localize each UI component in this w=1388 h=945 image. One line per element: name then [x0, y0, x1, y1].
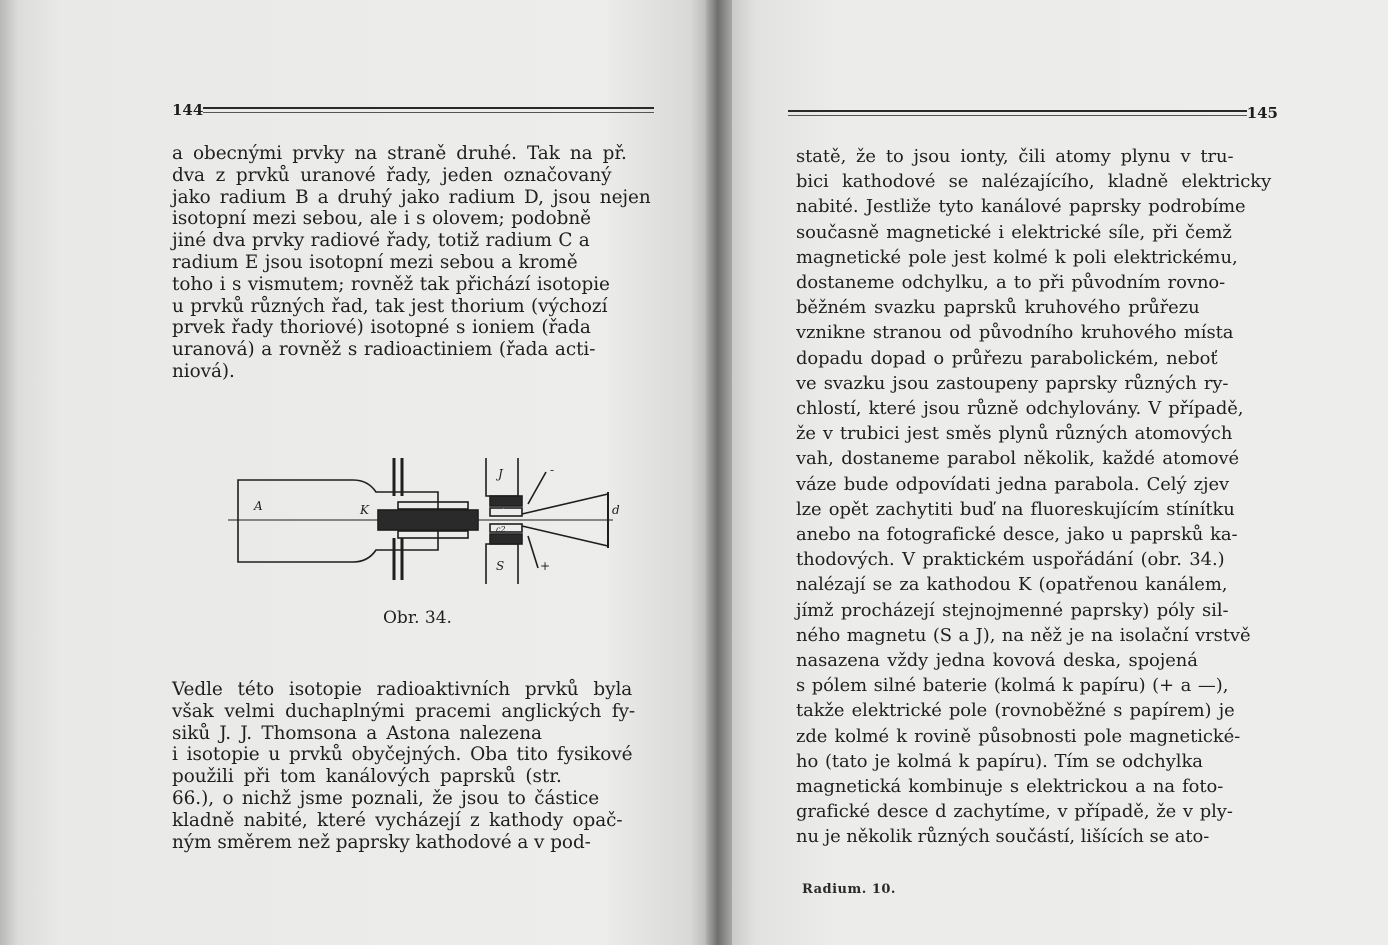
book-gutter — [706, 0, 732, 945]
text-line: statě, že to jsou ionty, čili atomy plynu v tru- — [796, 146, 1234, 167]
text-line: nalézají se za kathodou K (opatřenou kanálem, — [796, 574, 1228, 596]
fig-label-a: A — [254, 499, 263, 513]
fig-label-j: J — [498, 467, 503, 481]
text-line: u prvků různých řad, tak jest thorium (výchozí — [172, 295, 608, 317]
text-line: jiné dva prvky radiové řady, totiž radium C a — [172, 230, 590, 252]
text-line: prvek řady thoriové) isotopné s ioniem (řada — [172, 317, 591, 339]
text-line: použili při tom kanálových paprsků (str. — [172, 766, 562, 788]
left-paragraph-2 — [172, 679, 635, 853]
right-paragraph — [796, 144, 1271, 850]
text-line: jako radium B a druhý jako radium D, jsou nejen — [172, 186, 651, 208]
text-line: současně magnetické i elektrické síle, při čemž — [796, 221, 1232, 243]
text-line: toho i s vismutem; rovněž tak přichází isotopie — [172, 273, 610, 295]
text-line: běžném svazku paprsků kruhového průřezu — [796, 297, 1200, 319]
fig-label-d: d — [612, 503, 620, 517]
fig-label-c1: c1 — [496, 508, 506, 517]
text-line: isotopní mezi sebou, ale i s olovem; podobně — [172, 208, 591, 230]
left-paragraph-1 — [172, 143, 651, 383]
right-header-rule — [788, 110, 1247, 116]
right-page-header — [788, 104, 1278, 122]
text-line: radium E jsou isotopní mezi sebou a kromě — [172, 251, 578, 273]
text-line: 66.), o nichž jsme poznali, že jsou to částice — [172, 787, 600, 809]
right-page-footer: Radium. 10. — [802, 882, 896, 897]
text-line: nasazena vždy jedna kovová deska, spojená — [796, 650, 1198, 672]
left-page-number: 144 — [172, 101, 204, 119]
text-line: grafické desce d zachytíme, v případě, že v ply- — [796, 801, 1233, 823]
text-line: a obecnými prvky na straně druhé. Tak na př. — [172, 143, 627, 164]
right-page-number: 145 — [1246, 104, 1278, 122]
text-line: bici kathodové se nalézajícího, kladně elektricky — [796, 171, 1272, 193]
left-header-rule — [203, 107, 654, 113]
text-line: nu je několik různých součástí, lišících se ato- — [796, 826, 1210, 848]
text-line: i isotopie u prvků obyčejných. Oba tito fysikové — [172, 744, 633, 766]
fig-label-s: S — [496, 559, 505, 573]
text-line: takže elektrické pole (rovnoběžné s papírem) je — [796, 700, 1235, 722]
text-line: dopadu dopad o průřezu parabolickém, neboť — [796, 347, 1218, 369]
text-line: Vedle této isotopie radioaktivních prvků byla — [172, 679, 633, 700]
fig-label-minus: - — [550, 463, 555, 477]
text-line: však velmi duchaplnými pracemi anglických fy- — [172, 700, 636, 722]
text-line: ve svazku jsou zastoupeny paprsky různých ry- — [796, 372, 1229, 394]
text-line: lze opět zachytiti buď na fluoreskujícím stínítku — [796, 498, 1235, 520]
text-line: zde kolmé k rovině působnosti pole magnetické- — [796, 725, 1241, 747]
text-line: kladně nabité, které vycházejí z kathody opač- — [172, 809, 623, 831]
fig-label-c2: c2 — [496, 525, 506, 534]
fig-label-plus: + — [540, 559, 551, 573]
text-line: vznikne stranou od původního kruhového místa — [796, 322, 1234, 344]
text-line: ného magnetu (S a J), na něž je na isolační vrstvě — [796, 624, 1251, 646]
text-line: dostaneme odchylku, a to při původním rovno- — [796, 272, 1226, 294]
text-line: thodových. V praktickém uspořádání (obr. 34.) — [796, 549, 1225, 571]
figure-caption: Obr. 34. — [383, 608, 452, 628]
text-line: magnetické pole jest kolmé k poli elektrickému, — [796, 246, 1238, 268]
text-line: uranová) a rovněž s radioactiniem (řada acti- — [172, 339, 596, 361]
text-line: váze bude odpovídati jedna parabola. Celý zjev — [796, 473, 1230, 495]
text-line: ným směrem než paprsky kathodové a v pod- — [172, 831, 591, 853]
text-line: vah, dostaneme parabol několik, každé atomové — [796, 448, 1240, 470]
text-line: ho (tato je kolmá k papíru). Tím se odchylka — [796, 750, 1203, 772]
text-line: anebo na fotografické desce, jako u paprsků ka- — [796, 524, 1238, 546]
left-page-header — [172, 101, 654, 119]
text-line: jímž procházejí stejnojmenné paprsky) póly sil- — [796, 599, 1229, 621]
text-line: s pólem silné baterie (kolmá k papíru) (+ a —), — [796, 675, 1229, 697]
text-line: dva z prvků uranové řady, jeden označovaný — [172, 164, 612, 186]
text-line: že v trubici jest směs plynů různých atomových — [796, 423, 1233, 445]
figure-34-diagram — [228, 452, 648, 592]
text-line: siků J. J. Thomsona a Astona nalezena — [172, 722, 542, 744]
text-line: nabité. Jestliže tyto kanálové paprsky podrobíme — [796, 196, 1246, 218]
text-line: niová). — [172, 360, 235, 382]
text-line: chlostí, které jsou různě odchylovány. V případě, — [796, 398, 1244, 420]
text-line: magnetická kombinuje s elektrickou a na foto- — [796, 776, 1224, 798]
right-page — [716, 0, 1388, 945]
fig-label-k: K — [360, 503, 369, 517]
